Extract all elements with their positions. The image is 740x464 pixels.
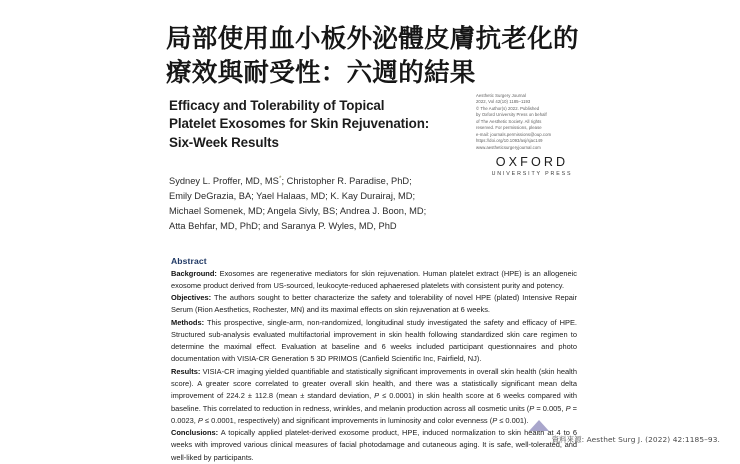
masthead-line: 2022, Vol 42(10) 1185–1193: [476, 99, 531, 105]
chinese-title-line-2: 療效與耐受性：六週的結果: [166, 58, 476, 89]
abstract-text-conclusions: A topically applied platelet-derived exosome product, HPE, induced normalization to skin health at 4 to 6 weeks with improved various clinical measures of facial photodamage and cutaneous aging. It is safe, well-tolerated, and well-liked by participants.: [171, 428, 578, 462]
abstract-text-results-part-9: P: [492, 415, 498, 425]
english-title: [169, 97, 469, 152]
abstract-text-results-part-4: = 0.005,: [534, 403, 566, 413]
abstract-text-results-part-6: = 0.0023,: [171, 403, 577, 425]
abstract-paragraph-methods: [171, 317, 577, 366]
abstract-paragraph-conclusions: [171, 427, 577, 463]
author-line-1-text: Sydney L. Proffer, MD, MS: [169, 176, 279, 187]
masthead-line: by Oxford University Press on behalf: [476, 112, 547, 118]
abstract-paragraph-objectives: [171, 292, 577, 316]
abstract-heading: Abstract: [171, 256, 207, 266]
abstract-text-results-part-8: ≤ 0.0001, respectively) and significant improvements in luminosity and color evenness (: [202, 415, 493, 425]
abstract-text-methods: This prospective, single-arm, non-randomized, longitudinal study investigated the safety and efficacy of HPE. Structured sub-analysis evaluated multifactorial improvement in skin health following standardized skin care regimen to determine the maximal effect. Evaluation at baseline and 6 weeks included participant questionnaires and photo documentation with VISIA-CR Generation 5 3D PRIMOS (Canfield Scientific Inc, Fairfield, NJ).: [171, 318, 577, 364]
english-title-line-3: Six-Week Results: [169, 134, 279, 150]
abstract-text-background: Exosomes are regenerative mediators for skin rejuvenation. Human platelet extract (HPE) is an allogeneic exosome product derived from US-sourced, leukocyte-reduced aphaeresed platelets with consistent purity and potency.: [171, 268, 577, 290]
author-footnote-marker: *: [278, 175, 282, 182]
journal-masthead: [476, 93, 580, 151]
english-title-line-1: Efficacy and Tolerability of Topical: [169, 98, 385, 113]
english-title-line-2: Platelet Exosomes for Skin Rejuvenation:: [169, 116, 430, 132]
author-line-3: Michael Somenek, MD; Angela Sivly, BS; Andrea J. Boon, MD;: [169, 206, 427, 217]
author-line-2: Emily DeGrazia, BA; Yael Halaas, MD; K. Kay Durairaj, MD;: [169, 191, 416, 202]
abstract-text-objectives: The authors sought to better characterize the safety and tolerability of novel HPE (plated) Intensive Repair Serum (Rion Aesthetics, Rochester, MN) and its maximal effects on skin rejuvenation at 6 weeks.: [171, 293, 577, 315]
abstract-paragraph-results: [171, 366, 577, 427]
chinese-title: [166, 22, 586, 90]
masthead-line: © The Author(s) 2022. Published: [476, 105, 540, 112]
abstract-text-results-part-10: ≤ 0.001).: [497, 415, 529, 425]
abstract-label-results: Results:: [171, 367, 201, 377]
author-list: [169, 174, 459, 234]
source-citation: 資料來源: Aesthet Surg J. (2022) 42:1185–93.: [551, 435, 720, 444]
publisher-name: OXFORD: [495, 155, 569, 169]
oxford-university-press-logo: [482, 155, 582, 177]
abstract-label-objectives: Objectives:: [171, 293, 212, 303]
masthead-line: of The Aesthetic Society. All rights: [476, 118, 542, 125]
abstract-section: [171, 256, 577, 464]
abstract-label-background: Background:: [171, 268, 217, 278]
author-line-4: Atta Behfar, MD, PhD; and Saranya P. Wyles, MD, PhD: [169, 221, 397, 232]
abstract-text-results-part-1: P: [374, 391, 380, 401]
chinese-title-line-1: 局部使用血小板外泌體皮膚抗老化的: [166, 24, 579, 54]
abstract-text-results-part-3: P: [529, 403, 535, 413]
abstract-paragraph-background: [171, 268, 577, 292]
triangle-marker-icon: [529, 420, 549, 431]
masthead-line: reserved. For permissions, please: [476, 125, 542, 131]
publisher-subtitle: UNIVERSITY PRESS: [491, 171, 573, 177]
abstract-text-results-part-0: VISIA-CR imaging yielded quantifiable and statistically significant improvements in overall skin health (skin health score). A greater score correlated to greater overall skin health, and there was a statistically significant mean delta improvement of 224.2 ± 112.8 (mean ± standard deviation,: [171, 367, 577, 401]
abstract-label-conclusions: Conclusions:: [171, 428, 219, 438]
author-line-1: [169, 174, 459, 189]
author-line-1-rest: ; Christopher R. Paradise, PhD;: [281, 176, 412, 187]
masthead-line: e-mail: journals.permissions@oup.com: [476, 131, 552, 137]
abstract-text-results-part-7: P: [197, 415, 203, 425]
abstract-text-results-part-2: ≤ 0.0001) in skin health score at 6 weeks compared with baseline. This correlated to reduction in redness, wrinkles, and melanin production across all cosmetic units (: [171, 391, 577, 413]
masthead-line: https://doi.org/10.1093/asj/sjac149: [476, 138, 543, 144]
abstract-label-methods: Methods:: [171, 318, 205, 328]
masthead-line: Aesthetic Surgery Journal: [476, 93, 526, 99]
abstract-text-results-part-5: P: [565, 403, 571, 413]
masthead-line: www.aestheticsurgeryjournal.com: [476, 144, 541, 150]
